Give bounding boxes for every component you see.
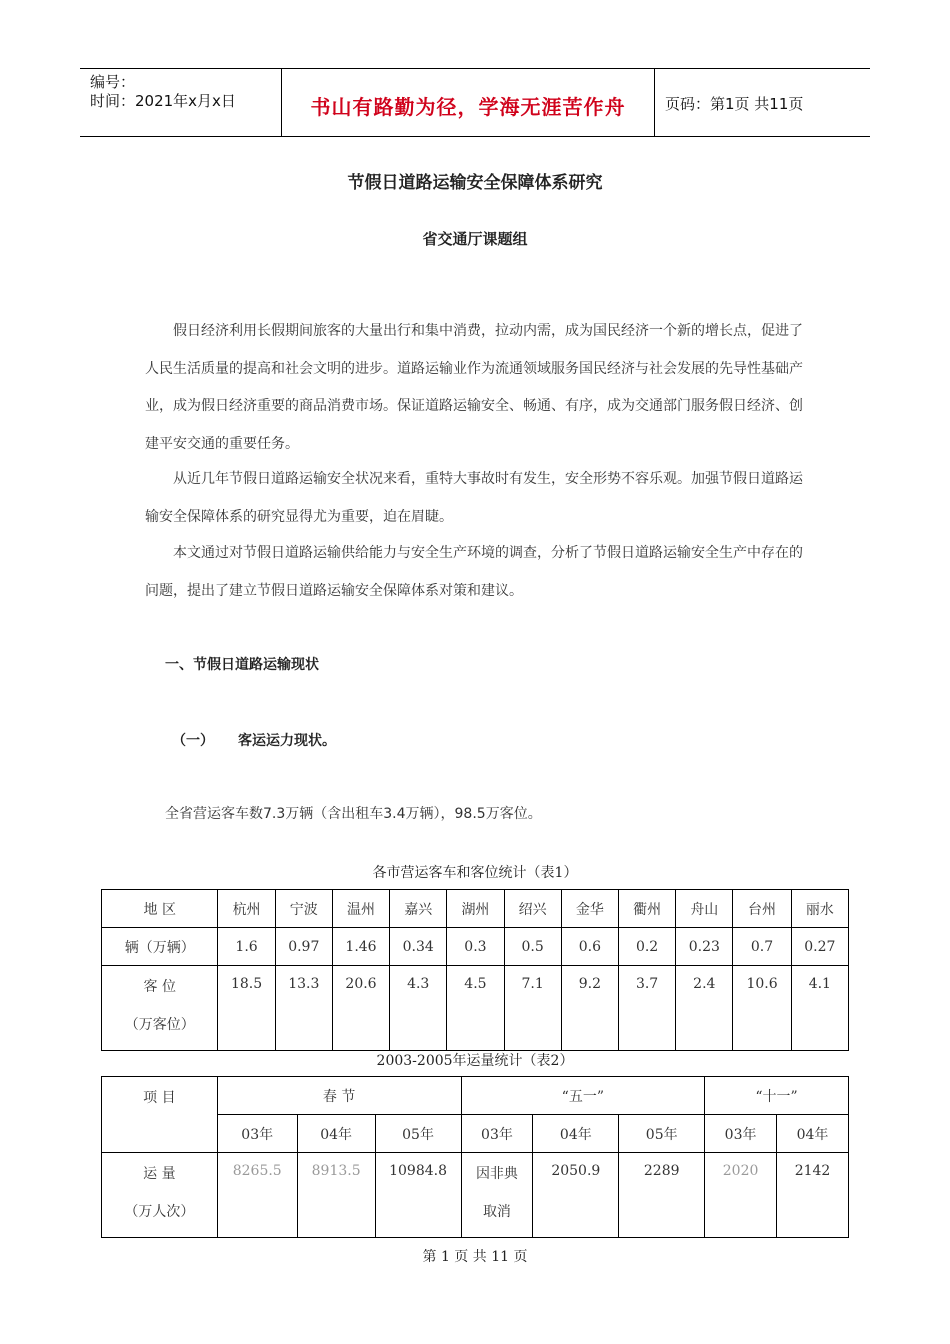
row-header: 项 目 xyxy=(102,1077,218,1153)
row-header-line: 客 位 xyxy=(143,979,176,995)
table1-caption: 各市营运客车和客位统计（表1） xyxy=(372,865,578,881)
city-header: 温州 xyxy=(332,890,389,928)
table-cell: 0.3 xyxy=(447,928,504,966)
year-header: 03年 xyxy=(217,1115,297,1153)
year-header: 03年 xyxy=(461,1115,533,1153)
subsection-title: 客运运力现状。 xyxy=(238,733,336,749)
city-header: 宁波 xyxy=(275,890,332,928)
year-header: 05年 xyxy=(619,1115,705,1153)
row-header xyxy=(102,1153,218,1238)
group-header: “五一” xyxy=(461,1077,705,1115)
group-header: 春 节 xyxy=(217,1077,461,1115)
city-header: 杭州 xyxy=(218,890,275,928)
table-cell: 7.1 xyxy=(504,966,561,1051)
page-footer: 第 1 页 共 11 页 xyxy=(422,1249,528,1265)
paragraph-text: 本文通过对节假日道路运输供给能力与安全生产环境的调查，分析了节假日道路运输安全生产中存在的问题，提出了建立节假日道路运输安全保障体系对策和建议。 xyxy=(145,545,803,599)
document-author: 省交通厅课题组 xyxy=(422,230,528,248)
city-header: 台州 xyxy=(733,890,791,928)
table-cell: 13.3 xyxy=(275,966,332,1051)
table-cell: 10.6 xyxy=(733,966,791,1051)
row-header xyxy=(102,966,218,1051)
table2 xyxy=(101,1076,849,1238)
table-cell: 4.3 xyxy=(390,966,447,1051)
cell-line: 因非典 xyxy=(475,1166,518,1182)
table-cell: 20.6 xyxy=(332,966,389,1051)
subsection-heading xyxy=(172,730,336,750)
table-cell: 0.2 xyxy=(618,928,675,966)
city-header: 绍兴 xyxy=(504,890,561,928)
year-header: 04年 xyxy=(297,1115,375,1153)
subsection-number: （一） xyxy=(172,733,214,749)
section-heading: 一、节假日道路运输现状 xyxy=(165,657,319,673)
year-header: 03年 xyxy=(705,1115,777,1153)
doc-time-label: 时间：2021年x月x日 xyxy=(90,92,236,110)
table-row xyxy=(102,890,849,928)
city-header: 衢州 xyxy=(618,890,675,928)
cell-line: 取消 xyxy=(482,1204,511,1220)
table-cell xyxy=(461,1153,533,1238)
row-header-line: （万客位） xyxy=(124,1017,195,1033)
table-cell: 0.27 xyxy=(791,928,848,966)
table-cell: 9.2 xyxy=(561,966,618,1051)
table-cell: 10984.8 xyxy=(375,1153,461,1238)
table-cell: 18.5 xyxy=(218,966,275,1051)
intro-paragraph-2 xyxy=(145,461,810,536)
intro-paragraph-3 xyxy=(145,535,810,610)
table-cell: 2050.9 xyxy=(533,1153,619,1238)
header-page-number: 页码：第1页 共11页 xyxy=(665,95,804,113)
group-header: “十一” xyxy=(705,1077,849,1115)
intro-paragraph-1 xyxy=(145,313,810,463)
table-cell: 0.7 xyxy=(733,928,791,966)
table-row xyxy=(102,928,849,966)
header-motto: 书山有路勤为径，学海无涯苦作舟 xyxy=(310,95,626,119)
table-cell: 8265.5 xyxy=(217,1153,297,1238)
city-header: 嘉兴 xyxy=(390,890,447,928)
paragraph-text: 假日经济利用长假期间旅客的大量出行和集中消费，拉动内需，成为国民经济一个新的增长点，促进了人民生活质量的提高和社会文明的进步。道路运输业作为流通领域服务国民经济与社会发展的先导性基础产业，成为假日经济重要的商品消费市场。保证道路运输安全、畅通、有序，成为交通部门服务假日经济、创建平安交通的重要任务。 xyxy=(145,323,803,452)
table-row xyxy=(102,1153,849,1238)
table-cell: 2020 xyxy=(705,1153,777,1238)
year-header: 05年 xyxy=(375,1115,461,1153)
table-cell: 8913.5 xyxy=(297,1153,375,1238)
table-cell: 4.5 xyxy=(447,966,504,1051)
row-header-line: 运 量 xyxy=(143,1166,176,1182)
city-header: 金华 xyxy=(561,890,618,928)
row-header: 地 区 xyxy=(102,890,218,928)
table-cell: 0.6 xyxy=(561,928,618,966)
year-header: 04年 xyxy=(533,1115,619,1153)
page-header xyxy=(80,68,870,137)
city-header: 舟山 xyxy=(676,890,733,928)
table-cell: 3.7 xyxy=(618,966,675,1051)
header-meta xyxy=(90,73,236,111)
document-title: 节假日道路运输安全保障体系研究 xyxy=(347,173,603,193)
table2-caption: 2003-2005年运量统计（表2） xyxy=(376,1053,574,1069)
city-header: 丽水 xyxy=(791,890,848,928)
row-header: 辆（万辆） xyxy=(102,928,218,966)
table-cell: 0.34 xyxy=(390,928,447,966)
table-cell: 2.4 xyxy=(676,966,733,1051)
fleet-summary: 全省营运客车数7.3万辆（含出租车3.4万辆），98.5万客位。 xyxy=(165,806,542,822)
city-header: 湖州 xyxy=(447,890,504,928)
table-cell: 1.46 xyxy=(332,928,389,966)
header-divider xyxy=(654,69,655,136)
table-cell: 1.6 xyxy=(218,928,275,966)
table-cell: 0.97 xyxy=(275,928,332,966)
table-row xyxy=(102,1077,849,1115)
table-cell: 4.1 xyxy=(791,966,848,1051)
table-cell: 0.5 xyxy=(504,928,561,966)
table-cell: 2142 xyxy=(777,1153,849,1238)
row-header-line: （万人次） xyxy=(124,1204,195,1220)
table-row xyxy=(102,966,849,1051)
doc-number-label: 编号： xyxy=(90,73,136,91)
year-header: 04年 xyxy=(777,1115,849,1153)
table-cell: 2289 xyxy=(619,1153,705,1238)
paragraph-text: 从近几年节假日道路运输安全状况来看，重特大事故时有发生，安全形势不容乐观。加强节假日道路运输安全保障体系的研究显得尤为重要，迫在眉睫。 xyxy=(145,471,803,525)
table1 xyxy=(101,889,849,1051)
table-cell: 0.23 xyxy=(676,928,733,966)
